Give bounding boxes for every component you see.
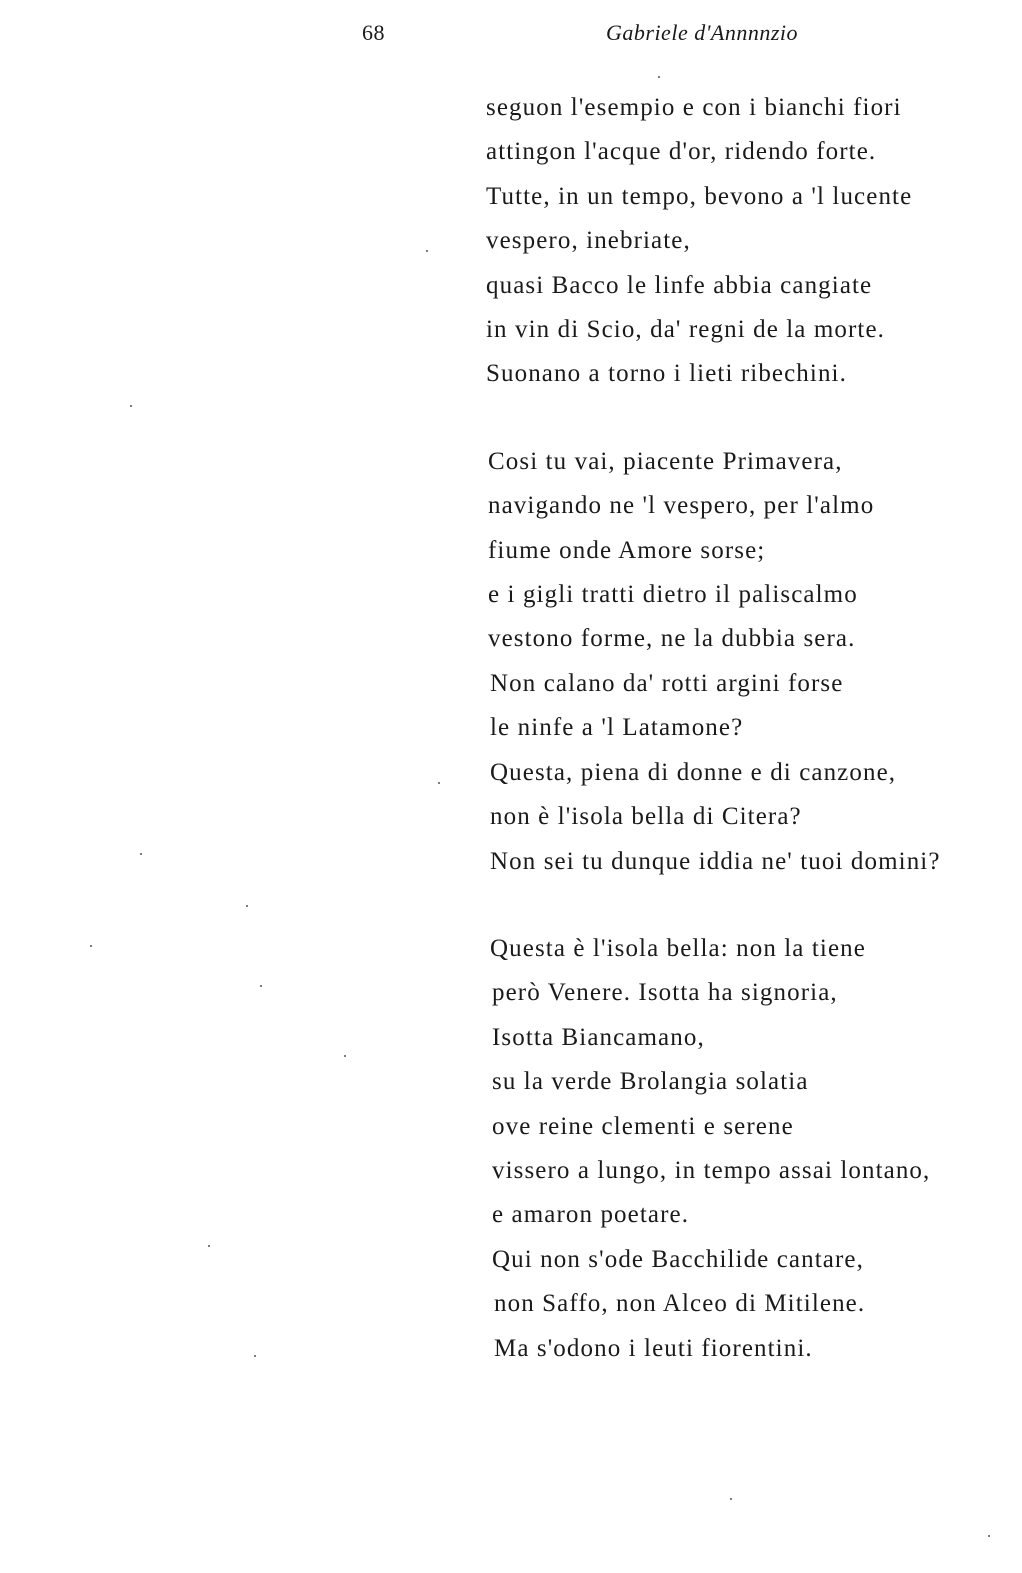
verse-line: Tutte, in un tempo, bevono a 'l lucente xyxy=(486,182,913,210)
scan-speck xyxy=(246,905,248,907)
verse-line: Questa, piena di donne e di canzone, xyxy=(490,758,897,786)
verse-line: fiume onde Amore sorse; xyxy=(488,536,766,564)
verse-line: Non sei tu dunque iddia ne' tuoi domini? xyxy=(490,847,941,875)
verse-line: vissero a lungo, in tempo assai lontano, xyxy=(492,1156,931,1184)
scan-speck xyxy=(140,853,142,855)
verse-line: e i gigli tratti dietro il paliscalmo xyxy=(488,581,858,609)
scan-speck xyxy=(344,1055,346,1057)
verse-line: navigando ne 'l vespero, per l'almo xyxy=(488,492,875,520)
scan-speck xyxy=(658,76,660,78)
verse-line: vespero, inebriate, xyxy=(486,227,691,255)
page-number: 68 xyxy=(362,20,385,45)
verse-line: seguon l'esempio e con i bianchi fiori xyxy=(486,94,902,121)
verse-line: Isotta Biancamano, xyxy=(492,1023,705,1051)
scan-speck xyxy=(254,1355,256,1357)
running-head: Gabriele d'Annnnzio xyxy=(606,20,799,45)
stanza-1 xyxy=(486,86,1006,397)
verse-line: vestono forme, ne la dubbia sera. xyxy=(488,625,856,653)
scan-speck xyxy=(426,250,428,252)
verse-line: Non calano da' rotti argini forse xyxy=(490,669,844,697)
stanza-2 xyxy=(486,440,1006,884)
verse-line: e amaron poetare. xyxy=(492,1201,690,1229)
scan-speck xyxy=(730,1498,732,1500)
scan-speck xyxy=(438,782,440,784)
verse-line: le ninfe a 'l Latamone? xyxy=(490,714,744,742)
verse-line: Questa è l'isola bella: non la tiene xyxy=(490,934,866,962)
verse-line: Ma s'odono i leuti fiorentini. xyxy=(494,1334,813,1362)
verse-line: su la verde Brolangia solatia xyxy=(492,1068,809,1096)
page-header xyxy=(0,16,1022,56)
scan-speck xyxy=(260,985,262,987)
poem xyxy=(486,86,1006,1371)
verse-line: attingon l'acque d'or, ridendo forte. xyxy=(486,138,877,166)
verse-line: non è l'isola bella di Citera? xyxy=(490,803,802,831)
verse-line: Cosi tu vai, piacente Primavera, xyxy=(488,447,843,475)
scan-speck xyxy=(130,405,132,407)
verse-line: in vin di Scio, da' regni de la morte. xyxy=(486,316,886,344)
verse-line: Suonano a torno i lieti ribechini. xyxy=(486,360,847,388)
verse-line: ove reine clementi e serene xyxy=(492,1112,794,1140)
verse-line: Qui non s'ode Bacchilide cantare, xyxy=(492,1245,864,1273)
scan-speck xyxy=(208,1245,210,1247)
verse-line: non Saffo, non Alceo di Mitilene. xyxy=(494,1290,866,1318)
stanza-3 xyxy=(486,927,1006,1371)
verse-line: però Venere. Isotta ha signoria, xyxy=(492,979,838,1007)
scan-speck xyxy=(988,1535,990,1537)
scan-speck xyxy=(90,945,92,947)
verse-line: quasi Bacco le linfe abbia cangiate xyxy=(486,271,873,299)
